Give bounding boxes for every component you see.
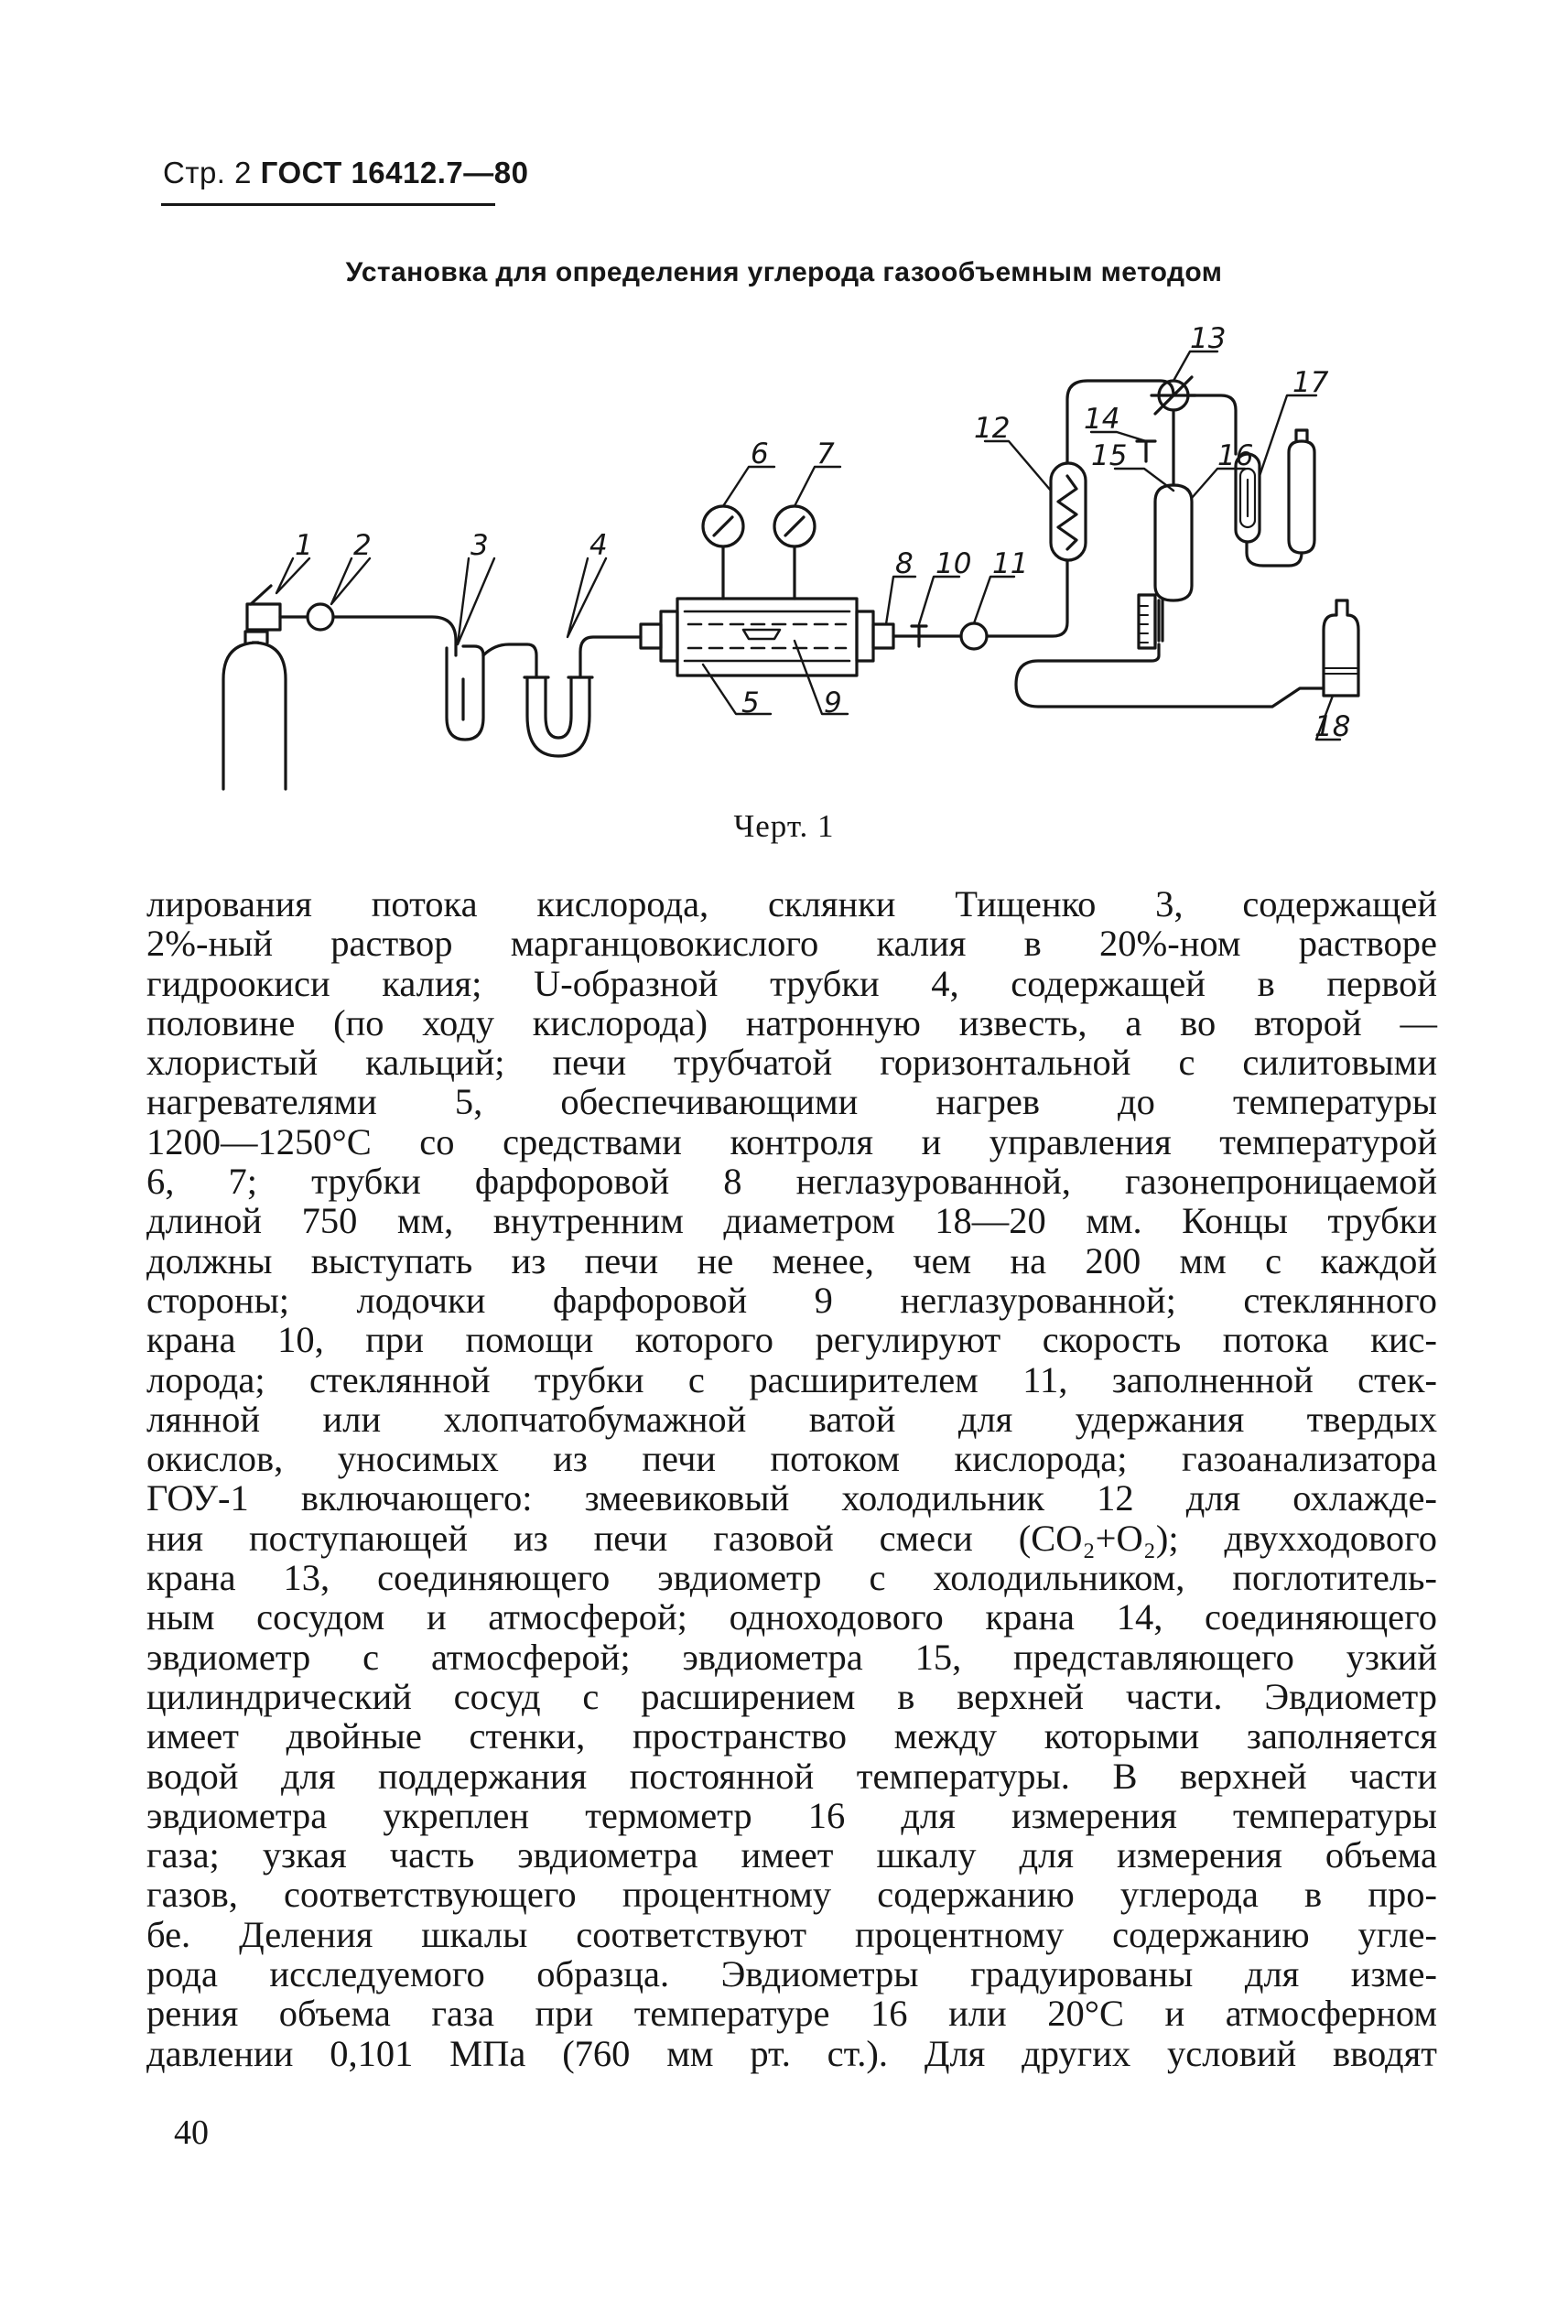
label-6: 6 [751,438,769,470]
label-10: 10 [935,547,972,580]
label-7: 7 [816,438,835,470]
text-line: ния поступающей из печи газовой смеси (СО₂+О₂); двухходового [146,1517,1437,1559]
header-standard-number: ГОСТ 16412.7—80 [260,156,529,189]
text-line: нагревателями 5, обеспечивающими нагрев до температуры [146,1081,1437,1123]
text-line: ным сосудом и атмосферой; одноходового крана 14, соединяющего [146,1596,1437,1638]
text-line: лирования потока кислорода, склянки Тищенко 3, содержащей [146,883,1437,924]
oxygen-cylinder [223,586,286,789]
body-text [146,884,1437,2073]
label-17: 17 [1292,366,1329,399]
tube-furnace [641,599,893,676]
text-line: эвдиометр с атмосферой; эвдиометра 15, представляющего узкий [146,1636,1437,1678]
label-14: 14 [1084,403,1120,436]
label-11: 11 [992,547,1029,580]
text-line: газов, соответствующего процентному содержанию углерода в про- [146,1874,1437,1916]
page-number: 40 [174,2113,209,2152]
text-line: длиной 750 мм, внутренним диаметром 18—20 мм. Концы трубки [146,1200,1437,1242]
text-line: половине (по ходу кислорода) натронную известь, а во второй — [146,1001,1437,1043]
text-line: цилиндрический сосуд с расширением в верхней части. Эвдиометр [146,1675,1437,1717]
text-line: 6, 7; трубки фарфоровой 8 неглазурованной, газонепроницаемой [146,1161,1437,1203]
u-tube [524,637,641,756]
text-line: ГОУ-1 включающего: змеевиковый холодильник 12 для охлажде- [146,1477,1437,1519]
text-line: давлении 0,101 МПа (760 мм рт. ст.). Для других условий вводят [146,2032,1437,2074]
text-line: эвдиометра укреплен термометр 16 для измерения температуры [146,1794,1437,1836]
label-4: 4 [589,529,608,562]
text-line: гидроокиси калия; U-образной трубки 4, содержащей в первой [146,962,1437,1004]
label-1: 1 [295,529,313,562]
temperature-gauges [703,506,815,599]
header-page-prefix: Стр. 2 [163,156,252,189]
label-16: 16 [1217,439,1254,472]
text-line: крана 13, соединяющего эвдиометр с холодильником, поглотитель- [146,1557,1437,1599]
tube-segment [280,617,456,655]
label-5: 5 [741,686,760,719]
label-9: 9 [824,686,842,719]
text-line: 1200—1250°С со средствами контроля и управления температурой [146,1120,1437,1162]
text-line: водой для поддержания постоянной температуры. В верхней части [146,1755,1437,1797]
text-line: лянной или хлопчатобумажной ватой для удержания твердых [146,1398,1437,1440]
text-line: 2%-ный раствор марганцовокислого калия в 20%-ном растворе [146,923,1437,965]
label-18: 18 [1314,710,1351,743]
text-line: лорода; стеклянной трубки с расширителем 11, заполненной стек- [146,1358,1437,1400]
text-line: рения объема газа при температуре 16 или 20°С и атмосферном [146,1993,1437,2035]
text-line: бе. Деления шкалы соответствуют процентному содержанию угле- [146,1913,1437,1955]
text-line: имеет двойные стенки, пространство между которыми заполняется [146,1715,1437,1757]
label-2: 2 [353,529,372,562]
text-line: крана 10, при помощи которого регулируют скорость потока кис- [146,1319,1437,1361]
flow-valve [308,604,333,630]
eudiometer [1016,485,1324,707]
label-15: 15 [1091,439,1128,472]
leveling-bottle [1324,600,1358,696]
apparatus-diagram [0,0,1568,805]
text-line: должны выступать из печи не менее, чем на 200 мм с каждой [146,1239,1437,1281]
figure-caption: Черт. 1 [733,808,835,844]
label-3: 3 [470,529,489,562]
label-8: 8 [895,547,914,580]
label-12: 12 [974,412,1011,445]
text-line: хлористый кальций; печи трубчатой горизонтальной с силитовыми [146,1042,1437,1084]
text-line: стороны; лодочки фарфоровой 9 неглазурованной; стеклянного [146,1279,1437,1321]
tishchenko-flask [447,644,536,740]
label-13: 13 [1190,322,1227,355]
text-line: рода исследуемого образца. Эвдиометры градуированы для изме- [146,1953,1437,1995]
expander-tube [961,623,987,649]
text-line: газа; узкая часть эвдиометра имеет шкалу для измерения объема [146,1834,1437,1876]
one-way-cock [1137,410,1173,485]
text-line: окислов, уносимых из печи потоком кислорода; газоанализатора [146,1438,1437,1480]
figure-title: Установка для определения углерода газообъемным методом [345,257,1223,287]
